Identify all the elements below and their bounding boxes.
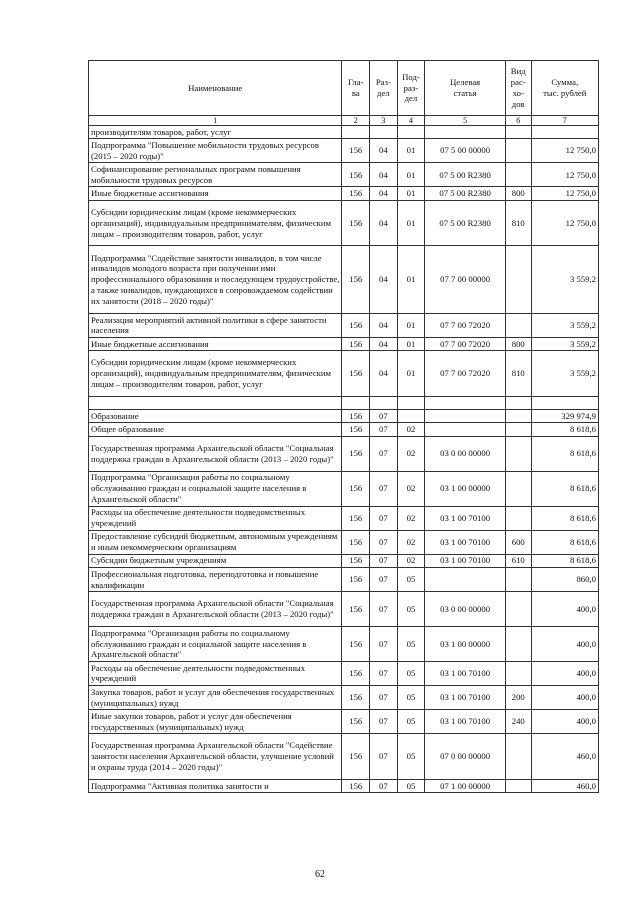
row-vid	[505, 568, 531, 592]
row-name: производителям товаров, работ, услуг	[89, 126, 342, 139]
row-podrazdel: 02	[397, 530, 425, 554]
table-row	[89, 554, 599, 567]
table-header-row	[89, 61, 599, 116]
table-row	[89, 351, 599, 397]
row-statya: 03 1 00 70100	[425, 554, 506, 567]
row-statya: 07 5 00 R2380	[425, 163, 506, 187]
header-line: Гла-	[348, 77, 364, 88]
header-glava	[342, 61, 370, 116]
table-row	[89, 200, 599, 246]
row-name: Подпрограмма "Организация работы по социальному обслуживанию граждан и социальной защите населения в Архангельской области"	[89, 626, 342, 661]
column-number: 3	[370, 116, 398, 126]
row-statya: 07 0 00 00000	[425, 734, 506, 780]
row-statya	[425, 396, 506, 409]
row-razdel: 07	[370, 568, 398, 592]
table-row	[89, 626, 599, 661]
row-statya: 07 5 00 00000	[425, 139, 506, 163]
row-summa: 400,0	[531, 685, 598, 709]
table-row	[89, 126, 599, 139]
header-line: хо-	[512, 88, 524, 98]
row-podrazdel: 01	[397, 313, 425, 337]
row-podrazdel: 02	[397, 436, 425, 471]
row-glava: 156	[342, 554, 370, 567]
row-glava: 156	[342, 313, 370, 337]
row-summa: 329 974,9	[531, 410, 598, 423]
row-razdel: 07	[370, 661, 398, 685]
row-vid	[505, 423, 531, 436]
row-summa: 860,0	[531, 568, 598, 592]
row-statya: 03 1 00 70100	[425, 506, 506, 530]
row-podrazdel: 05	[397, 734, 425, 780]
row-summa: 460,0	[531, 779, 598, 792]
column-number: 5	[425, 116, 506, 126]
column-number: 2	[342, 116, 370, 126]
row-name: Иные закупки товаров, работ и услуг для обеспечения государственных (муниципальных) нужд	[89, 710, 342, 734]
table-row	[89, 592, 599, 627]
row-glava	[342, 396, 370, 409]
table-row	[89, 734, 599, 780]
row-name: Реализация мероприятий активной политики в сфере занятости населения	[89, 313, 342, 337]
row-vid	[505, 313, 531, 337]
row-statya: 03 0 00 00000	[425, 436, 506, 471]
table-row	[89, 139, 599, 163]
row-glava: 156	[342, 139, 370, 163]
row-statya: 03 1 00 70100	[425, 661, 506, 685]
row-vid	[505, 246, 531, 313]
budget-table	[88, 60, 599, 793]
row-vid	[505, 661, 531, 685]
row-statya: 03 1 00 70100	[425, 685, 506, 709]
row-summa: 8 618,6	[531, 506, 598, 530]
row-podrazdel: 02	[397, 471, 425, 506]
header-line: дов	[511, 98, 525, 109]
row-summa: 400,0	[531, 626, 598, 661]
page-number: 62	[315, 869, 325, 880]
row-glava: 156	[342, 506, 370, 530]
row-statya: 03 1 00 00000	[425, 471, 506, 506]
row-razdel: 04	[370, 313, 398, 337]
row-podrazdel: 05	[397, 568, 425, 592]
row-summa: 400,0	[531, 592, 598, 627]
row-statya: 07 5 00 R2380	[425, 187, 506, 200]
row-podrazdel: 05	[397, 661, 425, 685]
row-name: Государственная программа Архангельской области "Содействие занятости населения Архангельской области, улучшение условий и охраны труда (2014 – 2020 годы)"	[89, 734, 342, 780]
row-glava: 156	[342, 568, 370, 592]
header-line: дел	[377, 88, 390, 98]
table-row	[89, 410, 599, 423]
row-glava: 156	[342, 661, 370, 685]
header-vid	[505, 61, 531, 116]
row-summa: 8 618,6	[531, 530, 598, 554]
row-glava: 156	[342, 423, 370, 436]
row-glava: 156	[342, 471, 370, 506]
header-podrazdel	[397, 61, 425, 116]
row-razdel: 04	[370, 163, 398, 187]
header-line: ва	[351, 88, 360, 98]
row-statya: 07 7 00 72020	[425, 313, 506, 337]
row-vid	[505, 471, 531, 506]
row-podrazdel: 01	[397, 139, 425, 163]
row-name: Образование	[89, 410, 342, 423]
row-vid	[505, 626, 531, 661]
row-glava: 156	[342, 530, 370, 554]
row-glava: 156	[342, 410, 370, 423]
row-summa: 460,0	[531, 734, 598, 780]
row-glava: 156	[342, 436, 370, 471]
row-podrazdel: 02	[397, 423, 425, 436]
row-name: Закупка товаров, работ и услуг для обеспечения государственных (муниципальных) нужд	[89, 685, 342, 709]
table-row	[89, 436, 599, 471]
row-glava: 156	[342, 592, 370, 627]
row-podrazdel: 05	[397, 685, 425, 709]
row-razdel: 07	[370, 436, 398, 471]
row-name: Государственная программа Архангельской области "Социальная поддержка граждан в Архангельской области (2013 – 2020 годы)"	[89, 436, 342, 471]
table-row	[89, 568, 599, 592]
row-summa: 8 618,6	[531, 436, 598, 471]
row-statya	[425, 568, 506, 592]
header-line: дел	[404, 93, 418, 104]
row-podrazdel: 01	[397, 187, 425, 200]
row-name: Подпрограмма "Организация работы по социальному обслуживанию граждан и социальной защите населения в Архангельской области"	[89, 471, 342, 506]
row-razdel: 07	[370, 710, 398, 734]
row-statya: 07 1 00 00000	[425, 779, 506, 792]
row-podrazdel: 01	[397, 351, 425, 397]
row-vid	[505, 734, 531, 780]
header-line: статья	[453, 88, 477, 98]
row-summa: 12 750,0	[531, 163, 598, 187]
table-row	[89, 685, 599, 709]
row-razdel: 04	[370, 246, 398, 313]
row-podrazdel: 02	[397, 506, 425, 530]
row-razdel: 04	[370, 351, 398, 397]
header-statya	[425, 61, 506, 116]
table-row	[89, 661, 599, 685]
column-number: 4	[397, 116, 425, 126]
row-name: Субсидии юридическим лицам (кроме некоммерческих организаций), индивидуальным предпринимателям, физическим лицам – производителям товаров, работ, услуг	[89, 351, 342, 397]
table-row	[89, 423, 599, 436]
row-podrazdel	[397, 396, 425, 409]
row-glava	[342, 126, 370, 139]
row-podrazdel	[397, 126, 425, 139]
row-vid	[505, 436, 531, 471]
header-razdel	[370, 61, 398, 116]
row-podrazdel: 05	[397, 626, 425, 661]
row-name: Подпрограмма "Повышение мобильности трудовых ресурсов (2015 – 2020 годы)"	[89, 139, 342, 163]
row-razdel: 07	[370, 410, 398, 423]
row-glava: 156	[342, 187, 370, 200]
row-vid	[505, 506, 531, 530]
table-row	[89, 313, 599, 337]
row-razdel: 07	[370, 734, 398, 780]
row-vid	[505, 139, 531, 163]
row-statya: 03 0 00 00000	[425, 592, 506, 627]
row-summa: 3 559,2	[531, 351, 598, 397]
row-razdel: 04	[370, 337, 398, 350]
row-razdel: 07	[370, 554, 398, 567]
row-name: Предоставление субсидий бюджетным, автономным учреждениям и иным некоммерческим организациям	[89, 530, 342, 554]
table-row	[89, 530, 599, 554]
row-vid: 800	[505, 337, 531, 350]
row-summa: 12 750,0	[531, 139, 598, 163]
row-razdel: 07	[370, 423, 398, 436]
row-summa: 400,0	[531, 710, 598, 734]
row-name: Расходы на обеспечение деятельности подведомственных учреждений	[89, 661, 342, 685]
row-podrazdel: 05	[397, 710, 425, 734]
table-row	[89, 396, 599, 409]
row-vid: 810	[505, 351, 531, 397]
header-summa	[531, 61, 598, 116]
row-name: Субсидии юридическим лицам (кроме некоммерческих организаций), индивидуальным предпринимателям, физическим лицам – производителям товаров, работ, услуг	[89, 200, 342, 246]
column-number-row	[89, 116, 599, 126]
header-line: Под-	[402, 71, 420, 82]
row-vid	[505, 410, 531, 423]
row-name: Иные бюджетные ассигнования	[89, 187, 342, 200]
row-razdel: 07	[370, 506, 398, 530]
header-line: Вид	[510, 66, 526, 77]
row-vid: 610	[505, 554, 531, 567]
row-vid: 200	[505, 685, 531, 709]
row-name: Субсидии бюджетным учреждениям	[89, 554, 342, 567]
row-vid	[505, 779, 531, 792]
row-summa: 12 750,0	[531, 200, 598, 246]
row-name: Подпрограмма "Активная политика занятости и	[89, 779, 342, 792]
row-podrazdel: 05	[397, 592, 425, 627]
table-body	[89, 126, 599, 793]
table-row	[89, 337, 599, 350]
column-number: 7	[531, 116, 598, 126]
row-statya: 07 7 00 72020	[425, 337, 506, 350]
header-line: раз-	[403, 82, 419, 93]
row-razdel: 07	[370, 685, 398, 709]
row-vid: 240	[505, 710, 531, 734]
header-line: рас-	[510, 77, 526, 88]
row-statya: 07 7 00 00000	[425, 246, 506, 313]
row-statya	[425, 423, 506, 436]
row-razdel: 07	[370, 779, 398, 792]
row-glava: 156	[342, 337, 370, 350]
row-statya: 03 1 00 00000	[425, 626, 506, 661]
row-vid	[505, 126, 531, 139]
row-razdel	[370, 396, 398, 409]
row-razdel	[370, 126, 398, 139]
row-summa	[531, 126, 598, 139]
row-name: Подпрограмма "Содействие занятости инвалидов, в том числе инвалидов молодого возраста при получении ими профессионального образования и последующем трудоустройстве, а также инвалидов, нуждающихся в сопровождаемом содействии их занятости (2018 – 2020 годы)"	[89, 246, 342, 313]
row-podrazdel: 01	[397, 337, 425, 350]
table-row	[89, 163, 599, 187]
row-glava: 156	[342, 779, 370, 792]
row-podrazdel: 05	[397, 779, 425, 792]
row-summa: 3 559,2	[531, 246, 598, 313]
row-podrazdel: 01	[397, 163, 425, 187]
row-statya: 07 5 00 R2380	[425, 200, 506, 246]
row-glava: 156	[342, 351, 370, 397]
row-razdel: 04	[370, 139, 398, 163]
row-razdel: 07	[370, 471, 398, 506]
table-row	[89, 187, 599, 200]
row-summa: 8 618,6	[531, 423, 598, 436]
row-name: Общее образование	[89, 423, 342, 436]
row-glava: 156	[342, 685, 370, 709]
column-number: 6	[505, 116, 531, 126]
row-glava: 156	[342, 200, 370, 246]
row-razdel: 04	[370, 187, 398, 200]
table-row	[89, 246, 599, 313]
row-name: Софинансирование региональных программ повышения мобильности трудовых ресурсов	[89, 163, 342, 187]
table-row	[89, 506, 599, 530]
row-vid	[505, 163, 531, 187]
row-glava: 156	[342, 734, 370, 780]
table-row	[89, 710, 599, 734]
row-glava: 156	[342, 710, 370, 734]
row-statya: 03 1 00 70100	[425, 710, 506, 734]
row-name: Государственная программа Архангельской области "Социальная поддержка граждан в Архангельской области (2013 – 2020 годы)"	[89, 592, 342, 627]
header-line: тыс. рублей	[543, 88, 587, 98]
row-vid: 800	[505, 187, 531, 200]
row-name	[89, 396, 342, 409]
row-statya: 03 1 00 70100	[425, 530, 506, 554]
row-summa: 3 559,2	[531, 313, 598, 337]
row-vid	[505, 396, 531, 409]
row-statya	[425, 126, 506, 139]
row-statya	[425, 410, 506, 423]
row-razdel: 07	[370, 592, 398, 627]
row-name: Расходы на обеспечение деятельности подведомственных учреждений	[89, 506, 342, 530]
row-summa: 8 618,6	[531, 554, 598, 567]
row-name: Профессиональная подготовка, переподготовка и повышение квалификации	[89, 568, 342, 592]
row-glava: 156	[342, 163, 370, 187]
row-glava: 156	[342, 626, 370, 661]
column-number: 1	[89, 116, 342, 126]
row-summa: 400,0	[531, 661, 598, 685]
row-vid: 600	[505, 530, 531, 554]
row-summa: 12 750,0	[531, 187, 598, 200]
header-line: Целевая	[450, 77, 481, 88]
row-podrazdel: 02	[397, 554, 425, 567]
row-summa: 8 618,6	[531, 471, 598, 506]
header-line: Наименование	[188, 82, 243, 93]
row-vid: 810	[505, 200, 531, 246]
row-vid	[505, 592, 531, 627]
row-summa: 3 559,2	[531, 337, 598, 350]
header-line: Раз-	[375, 77, 391, 88]
table-row	[89, 471, 599, 506]
row-summa	[531, 396, 598, 409]
row-podrazdel: 01	[397, 200, 425, 246]
row-statya: 07 7 00 72020	[425, 351, 506, 397]
row-razdel: 07	[370, 530, 398, 554]
header-name	[89, 61, 342, 116]
row-razdel: 04	[370, 200, 398, 246]
row-name: Иные бюджетные ассигнования	[89, 337, 342, 350]
table-row	[89, 779, 599, 792]
row-glava: 156	[342, 246, 370, 313]
row-podrazdel	[397, 410, 425, 423]
row-podrazdel: 01	[397, 246, 425, 313]
row-razdel: 07	[370, 626, 398, 661]
header-line: Сумма,	[551, 77, 579, 88]
